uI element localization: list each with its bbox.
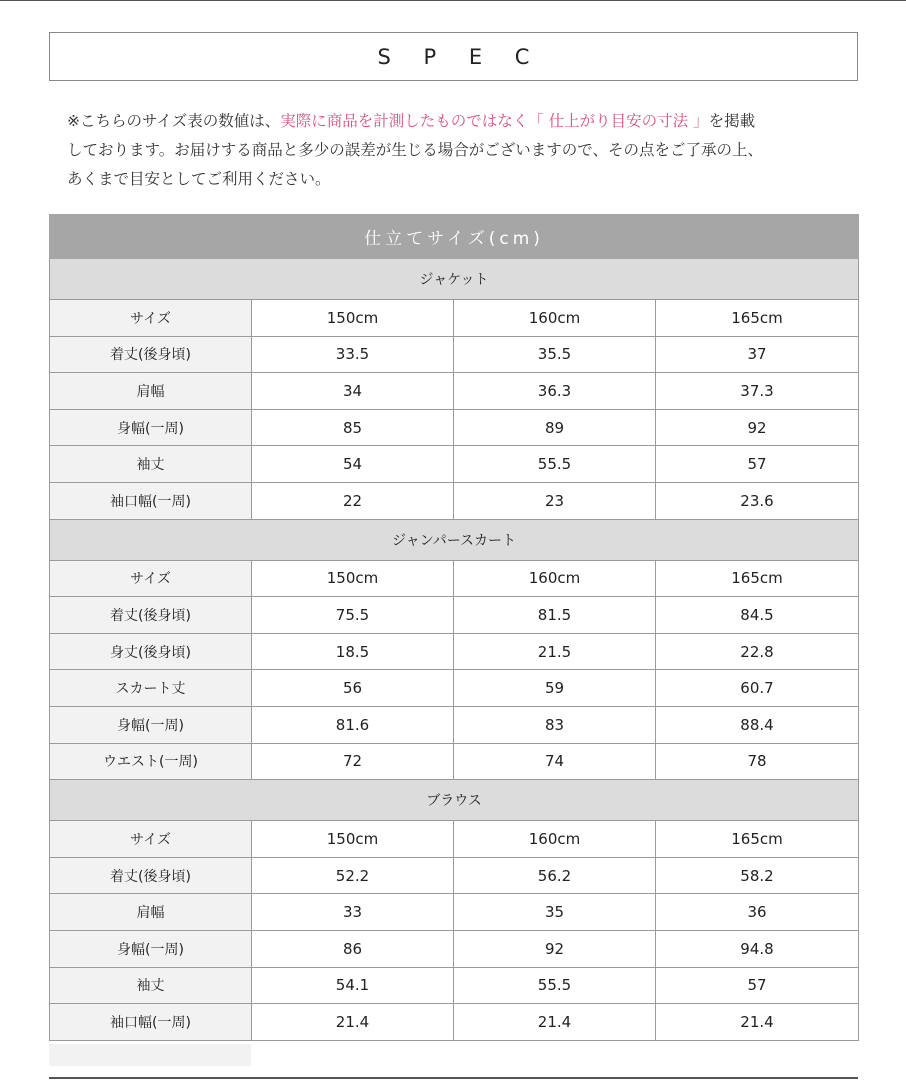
value-cell: 23.6 [656, 482, 859, 519]
row-label: 袖丈 [50, 967, 252, 1004]
value-cell: 94.8 [656, 930, 859, 967]
row-label: 身丈(後身頃) [50, 633, 252, 670]
value-cell: 33.5 [252, 336, 454, 373]
value-cell: 22 [252, 482, 454, 519]
value-cell: 36 [656, 894, 859, 931]
row-label: サイズ [50, 560, 252, 597]
table-row [50, 894, 859, 931]
value-cell: 34 [252, 373, 454, 410]
size-header-cell: 150cm [252, 300, 454, 337]
value-cell: 54.1 [252, 967, 454, 1004]
table-row [50, 706, 859, 743]
row-label: 着丈(後身頃) [50, 857, 252, 894]
section-row [50, 780, 859, 821]
value-cell: 21.4 [454, 1004, 656, 1041]
value-cell: 23 [454, 482, 656, 519]
value-cell: 21.4 [656, 1004, 859, 1041]
bottom-divider [49, 1077, 858, 1079]
value-cell: 18.5 [252, 633, 454, 670]
size-header-cell: 165cm [656, 821, 859, 858]
value-cell: 84.5 [656, 597, 859, 634]
value-cell: 33 [252, 894, 454, 931]
row-label: スカート丈 [50, 670, 252, 707]
note-text-1: ※こちらのサイズ表の数値は、 [67, 112, 281, 130]
value-cell: 55.5 [454, 967, 656, 1004]
value-cell: 57 [656, 446, 859, 483]
spec-heading [49, 32, 858, 81]
section-row [50, 519, 859, 560]
value-cell: 56 [252, 670, 454, 707]
size-header-cell: 160cm [454, 821, 656, 858]
value-cell: 56.2 [454, 857, 656, 894]
table-row [50, 336, 859, 373]
value-cell: 88.4 [656, 706, 859, 743]
row-label: 着丈(後身頃) [50, 597, 252, 634]
value-cell: 92 [454, 930, 656, 967]
row-label: 身幅(一周) [50, 706, 252, 743]
row-label: 着丈(後身頃) [50, 336, 252, 373]
table-row [50, 482, 859, 519]
table-title: 仕立てサイズ(cm) [50, 215, 859, 259]
row-label: サイズ [50, 300, 252, 337]
value-cell: 21.5 [454, 633, 656, 670]
size-header-row [50, 560, 859, 597]
table-row [50, 373, 859, 410]
value-cell: 57 [656, 967, 859, 1004]
value-cell: 58.2 [656, 857, 859, 894]
table-row [50, 409, 859, 446]
row-label: 肩幅 [50, 894, 252, 931]
section-title: ブラウス [50, 780, 859, 821]
table-row [50, 670, 859, 707]
value-cell: 86 [252, 930, 454, 967]
row-label: 身幅(一周) [50, 930, 252, 967]
row-label: 袖丈 [50, 446, 252, 483]
value-cell: 54 [252, 446, 454, 483]
table-row [50, 1004, 859, 1041]
table-row [50, 930, 859, 967]
note-highlight: 実際に商品を計測したものではなく「 仕上がり目安の寸法 」 [280, 112, 709, 130]
value-cell: 74 [454, 743, 656, 780]
top-divider [0, 0, 906, 1]
note-text-3: しております。お届けする商品と多少の誤差が生じる場合がございますので、その点をご了承の上、 [67, 141, 763, 159]
section-row [50, 259, 859, 300]
value-cell: 92 [656, 409, 859, 446]
size-header-cell: 160cm [454, 560, 656, 597]
value-cell: 72 [252, 743, 454, 780]
value-cell: 37.3 [656, 373, 859, 410]
value-cell: 52.2 [252, 857, 454, 894]
spec-heading-label: S P E C [377, 44, 543, 69]
row-label: 身幅(一周) [50, 409, 252, 446]
value-cell: 36.3 [454, 373, 656, 410]
size-note [67, 107, 847, 194]
note-text-4: あくまで目安としてご利用ください。 [67, 170, 331, 188]
value-cell: 59 [454, 670, 656, 707]
value-cell: 81.5 [454, 597, 656, 634]
table-row [50, 967, 859, 1004]
table-row [50, 633, 859, 670]
section-title: ジャケット [50, 259, 859, 300]
value-cell: 60.7 [656, 670, 859, 707]
size-header-cell: 165cm [656, 300, 859, 337]
table-row [50, 446, 859, 483]
size-header-row [50, 300, 859, 337]
table-title-row [50, 215, 859, 259]
value-cell: 85 [252, 409, 454, 446]
size-header-cell: 160cm [454, 300, 656, 337]
size-header-cell: 150cm [252, 560, 454, 597]
row-label: 肩幅 [50, 373, 252, 410]
section-title: ジャンパースカート [50, 519, 859, 560]
row-label: 袖口幅(一周) [50, 1004, 252, 1041]
value-cell: 78 [656, 743, 859, 780]
value-cell: 75.5 [252, 597, 454, 634]
value-cell: 81.6 [252, 706, 454, 743]
value-cell: 21.4 [252, 1004, 454, 1041]
value-cell: 83 [454, 706, 656, 743]
table-footer-cell [49, 1044, 251, 1066]
size-header-row [50, 821, 859, 858]
value-cell: 35 [454, 894, 656, 931]
size-header-cell: 165cm [656, 560, 859, 597]
table-row [50, 597, 859, 634]
value-cell: 35.5 [454, 336, 656, 373]
row-label: サイズ [50, 821, 252, 858]
value-cell: 89 [454, 409, 656, 446]
table-row [50, 743, 859, 780]
value-cell: 22.8 [656, 633, 859, 670]
value-cell: 55.5 [454, 446, 656, 483]
note-text-2: を掲載 [708, 112, 756, 130]
value-cell: 37 [656, 336, 859, 373]
row-label: ウエスト(一周) [50, 743, 252, 780]
row-label: 袖口幅(一周) [50, 482, 252, 519]
size-header-cell: 150cm [252, 821, 454, 858]
table-row [50, 857, 859, 894]
size-table [49, 214, 859, 1041]
